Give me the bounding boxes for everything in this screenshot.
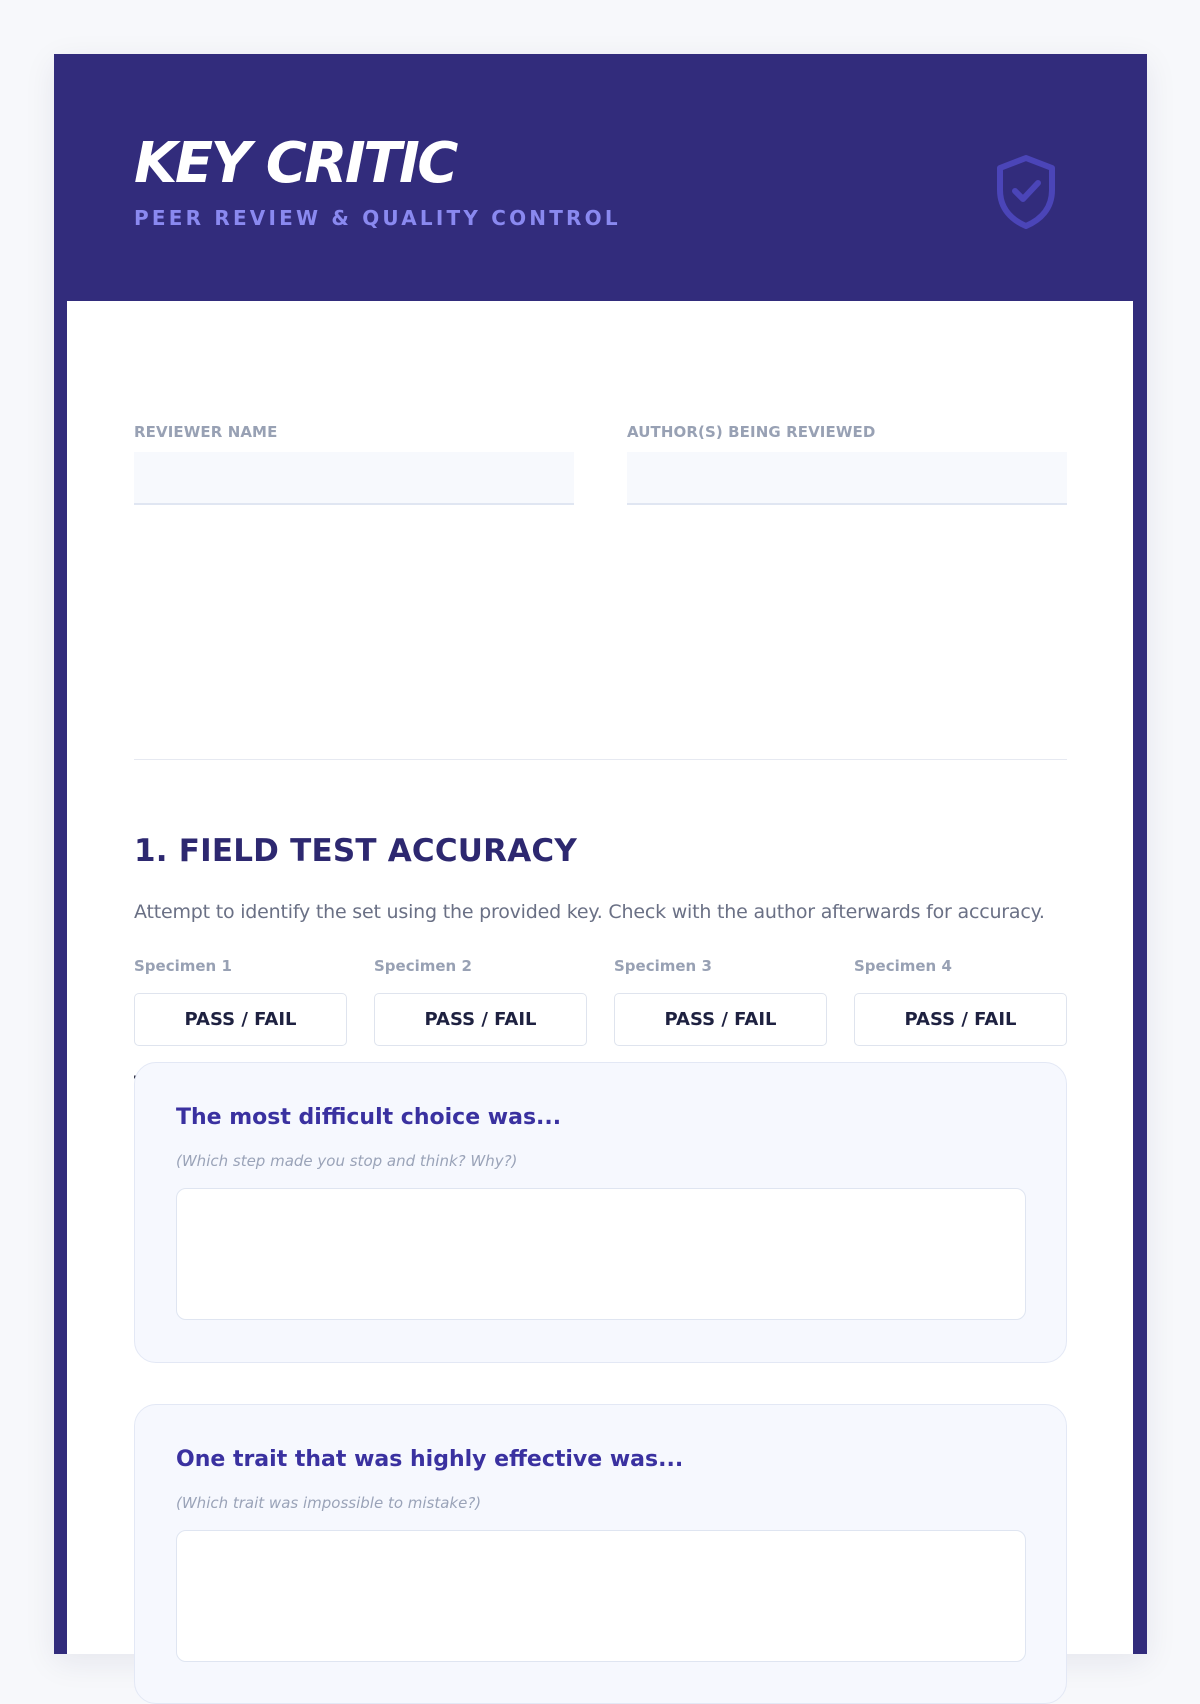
page-subtitle: PEER REVIEW & QUALITY CONTROL xyxy=(134,206,621,230)
specimen-2-label: Specimen 2 xyxy=(374,957,472,975)
prompt-card-difficult-choice xyxy=(134,1062,1067,1363)
field-test-instructions: Attempt to identify the set using the provided key. Check with the author afterwards for accuracy. xyxy=(134,901,1045,923)
shield-check-icon xyxy=(994,154,1058,230)
page-title: KEY CRITIC xyxy=(134,131,456,196)
specimen-1-label: Specimen 1 xyxy=(134,957,232,975)
reviewer-name-label: REVIEWER NAME xyxy=(134,423,278,441)
header-banner xyxy=(54,54,1147,301)
specimen-1-pass-fail-button[interactable]: PASS / FAIL xyxy=(134,993,347,1046)
specimen-2-pass-fail-button[interactable]: PASS / FAIL xyxy=(374,993,587,1046)
prompt-title-difficult-choice: The most difficult choice was... xyxy=(176,1105,562,1130)
specimen-3-label: Specimen 3 xyxy=(614,957,712,975)
prompt-hint-difficult-choice: (Which step made you stop and think? Why?) xyxy=(176,1152,518,1170)
specimen-4-label: Specimen 4 xyxy=(854,957,952,975)
authors-label: AUTHOR(S) BEING REVIEWED xyxy=(627,423,876,441)
prompt-hint-effective-trait: (Which trait was impossible to mistake?) xyxy=(176,1494,482,1512)
specimen-4-pass-fail-button[interactable]: PASS / FAIL xyxy=(854,993,1067,1046)
authors-input[interactable] xyxy=(627,452,1067,505)
form-body xyxy=(67,301,1133,1654)
reviewer-name-input[interactable] xyxy=(134,452,574,505)
prompt-title-effective-trait: One trait that was highly effective was... xyxy=(176,1447,684,1472)
effective-trait-textarea[interactable] xyxy=(176,1530,1026,1662)
specimen-3-pass-fail-button[interactable]: PASS / FAIL xyxy=(614,993,827,1046)
section-divider xyxy=(134,759,1067,760)
difficult-choice-textarea[interactable] xyxy=(176,1188,1026,1320)
worksheet xyxy=(54,54,1147,1654)
prompt-card-effective-trait xyxy=(134,1404,1067,1704)
section-title-field-test: 1. FIELD TEST ACCURACY xyxy=(134,833,578,869)
